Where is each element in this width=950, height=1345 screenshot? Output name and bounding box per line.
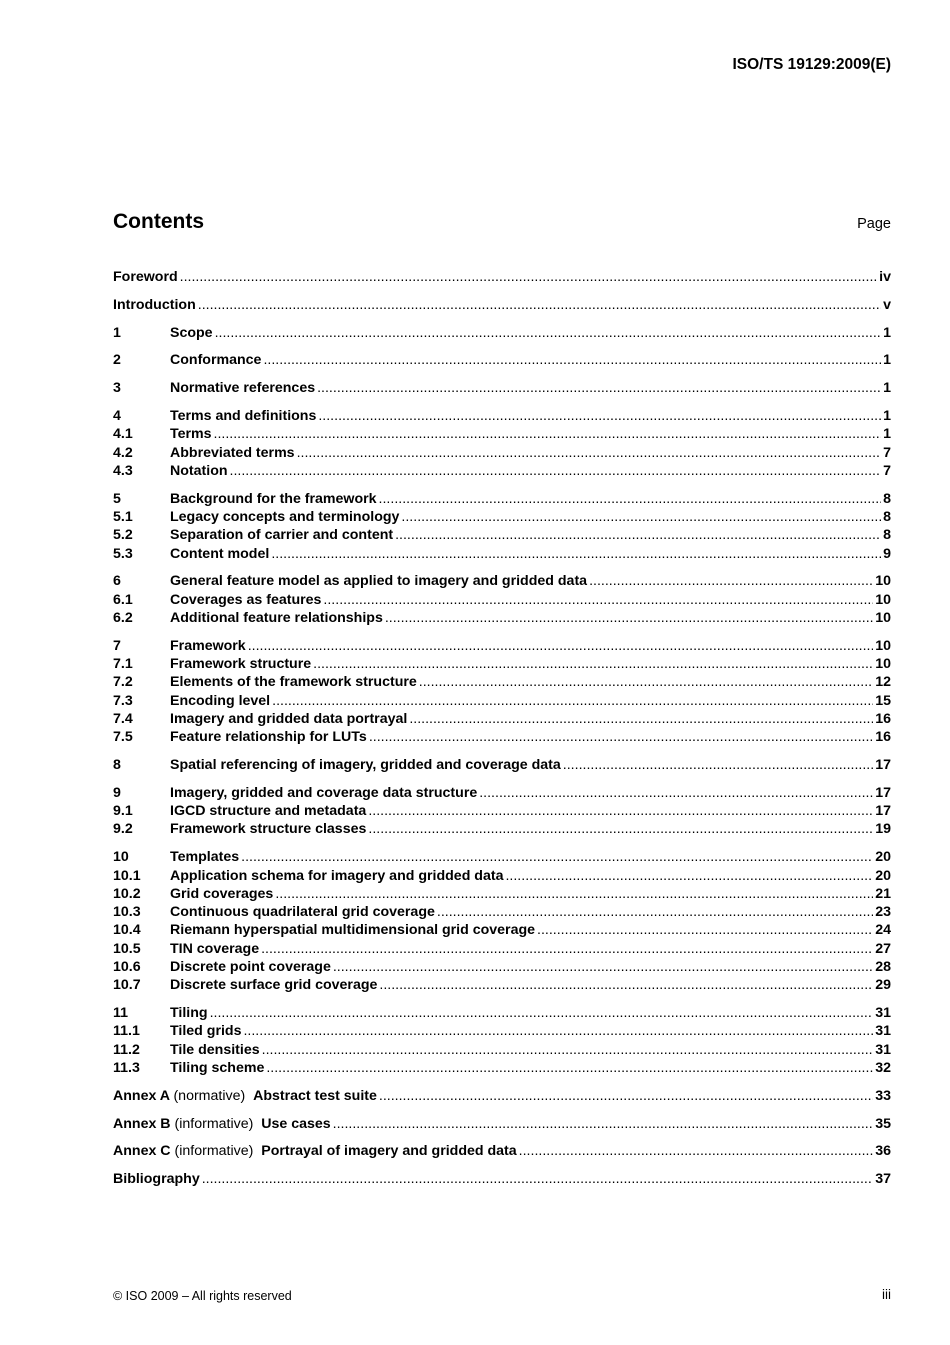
toc-entry-number: 11.3	[113, 1059, 140, 1076]
toc-entry-page: 7	[883, 444, 891, 461]
dot-leader	[180, 269, 878, 285]
toc-entry-page: 1	[883, 352, 891, 369]
toc-entry-number: 6	[113, 573, 121, 590]
toc-entry[interactable]	[113, 656, 891, 674]
dot-leader	[563, 757, 873, 773]
page-column-label: Page	[857, 216, 891, 232]
toc-entry-page: 10	[875, 637, 891, 654]
toc-entry-title: Spatial referencing of imagery, gridded and coverage data	[170, 757, 561, 774]
dot-leader	[230, 463, 882, 479]
annex-label: Annex A	[113, 1087, 170, 1104]
toc-entry[interactable]	[113, 1171, 891, 1189]
toc-entry-title: Legacy concepts and terminology	[170, 508, 400, 525]
dot-leader	[369, 729, 873, 745]
toc-entry-page: 12	[875, 674, 891, 691]
toc-entry-number: 3	[113, 380, 121, 397]
dot-leader	[317, 380, 881, 396]
dot-leader	[379, 977, 873, 993]
toc-entry-title: Framework structure classes	[170, 821, 367, 838]
toc-entry[interactable]	[113, 610, 891, 628]
toc-entry[interactable]	[113, 1060, 891, 1078]
toc-group	[113, 408, 891, 481]
dot-leader	[214, 426, 882, 442]
toc-entry[interactable]	[113, 1042, 891, 1060]
toc-entry[interactable]	[113, 729, 891, 747]
annex-title: Use cases	[261, 1115, 331, 1132]
toc-entry-number: 9.2	[113, 821, 133, 838]
toc-group	[113, 325, 891, 343]
toc-entry[interactable]	[113, 408, 891, 426]
toc-entry[interactable]	[113, 785, 891, 803]
dot-leader	[271, 546, 881, 562]
toc-entry[interactable]	[113, 352, 891, 370]
toc-entry[interactable]	[113, 269, 891, 287]
toc-entry-title: Riemann hyperspatial multidimensional grid coverage	[170, 922, 536, 939]
toc-group	[113, 785, 891, 840]
toc-entry-page: 24	[875, 922, 891, 939]
toc-entry[interactable]	[113, 445, 891, 463]
toc-entry-page: 7	[883, 462, 891, 479]
toc-entry-title: Background for the framework	[170, 490, 377, 507]
toc-entry-number: 4	[113, 407, 121, 424]
page-number: iii	[882, 1287, 891, 1302]
toc-entry-page: 10	[875, 656, 891, 673]
toc-entry-number: 6.2	[113, 609, 133, 626]
toc-group	[113, 757, 891, 775]
dot-leader	[262, 1042, 874, 1058]
dot-leader	[323, 592, 873, 608]
toc-entry-title: IGCD structure and metadata	[170, 803, 367, 820]
annex-title: Abstract test suite	[253, 1087, 377, 1104]
dot-leader	[275, 886, 873, 902]
toc-entry-number: 9	[113, 784, 121, 801]
toc-entry-title: Notation	[170, 462, 228, 479]
toc-entry-title: Tiling	[170, 1005, 208, 1022]
toc-entry-page: 9	[883, 545, 891, 562]
toc-group	[113, 269, 891, 287]
toc-entry[interactable]	[113, 638, 891, 656]
dot-leader	[385, 610, 873, 626]
toc-entry[interactable]	[113, 1116, 891, 1134]
annex-kind: (informative)	[174, 1143, 254, 1160]
toc-entry-number: 5.2	[113, 527, 133, 544]
toc-entry-page: 10	[875, 573, 891, 590]
dot-leader	[379, 1088, 873, 1104]
toc-entry-number: 4.1	[113, 426, 133, 443]
toc-entry-page: 17	[875, 803, 891, 820]
toc-entry[interactable]	[113, 1143, 891, 1161]
toc-entry-title: TIN coverage	[170, 940, 260, 957]
toc-entry-title: Scope	[170, 324, 213, 341]
toc-group	[113, 1171, 891, 1189]
toc-group	[113, 638, 891, 748]
toc-entry-page: 8	[883, 527, 891, 544]
toc-entry-page: 1	[883, 407, 891, 424]
toc-entry-number: 7.1	[113, 656, 133, 673]
toc-entry[interactable]	[113, 1005, 891, 1023]
toc-entry-title: Application schema for imagery and gridded data	[170, 867, 504, 884]
toc-group	[113, 352, 891, 370]
toc-entry-title: Terms and definitions	[170, 407, 317, 424]
dot-leader	[368, 821, 873, 837]
dot-leader	[395, 527, 881, 543]
toc-entry-page: 19	[875, 821, 891, 838]
toc-entry-number: 10	[113, 849, 129, 866]
toc-entry-title: Tiled grids	[170, 1023, 242, 1040]
toc-entry[interactable]	[113, 821, 891, 839]
toc-entry-page: 10	[875, 591, 891, 608]
toc-entry-title: Discrete point coverage	[170, 959, 331, 975]
toc-entry-title: Foreword	[113, 269, 178, 285]
copyright-notice: © ISO 2009 – All rights reserved	[113, 1289, 292, 1303]
toc-entry-number: 10.6	[113, 959, 141, 975]
toc-entry[interactable]	[113, 977, 891, 995]
toc-entry[interactable]	[113, 868, 891, 886]
toc-entry-page: 1	[883, 324, 891, 341]
toc-entry-number: 5.3	[113, 545, 133, 562]
toc-entry[interactable]	[113, 674, 891, 692]
toc-entry-title	[113, 1088, 377, 1104]
toc-entry-title	[113, 1143, 517, 1159]
toc-entry-page: 31	[875, 1005, 891, 1022]
toc-entry-page: 10	[875, 609, 891, 626]
toc-entry-title: Normative references	[170, 380, 316, 397]
toc-entry-page: 29	[875, 977, 891, 994]
dot-leader	[333, 1116, 874, 1132]
toc-entry[interactable]	[113, 886, 891, 904]
toc-entry-page: 23	[875, 904, 891, 921]
toc-entry[interactable]	[113, 711, 891, 729]
toc-entry-number: 8	[113, 757, 121, 774]
toc-entry-number: 7	[113, 637, 121, 654]
toc-entry[interactable]	[113, 509, 891, 527]
toc-entry-title: Encoding level	[170, 692, 271, 709]
toc-entry-number: 5.1	[113, 508, 133, 525]
toc-entry-page: 32	[875, 1059, 891, 1076]
toc-group	[113, 573, 891, 628]
toc-entry-number: 2	[113, 352, 121, 369]
toc-entry-page: 17	[875, 784, 891, 801]
annex-title: Portrayal of imagery and gridded data	[261, 1143, 517, 1160]
dot-leader	[241, 849, 873, 865]
toc-entry-number: 6.1	[113, 591, 133, 608]
toc-entry-title: Abbreviated terms	[170, 444, 295, 461]
toc-entry-number: 7.3	[113, 692, 133, 709]
toc-entry-title: Conformance	[170, 352, 262, 369]
dot-leader	[215, 325, 882, 341]
annex-kind: (informative)	[174, 1115, 254, 1132]
toc-entry[interactable]	[113, 803, 891, 821]
toc-entry[interactable]	[113, 757, 891, 775]
toc-entry-title: Tile densities	[170, 1041, 260, 1058]
dot-leader	[243, 1023, 873, 1039]
dot-leader	[318, 408, 881, 424]
toc-entry-number: 7.2	[113, 674, 133, 691]
toc-group	[113, 1116, 891, 1134]
toc-entry-title	[113, 1116, 331, 1132]
contents-title: Contents	[113, 210, 204, 233]
toc-entry[interactable]	[113, 491, 891, 509]
toc-entry-title: Feature relationship for LUTs	[170, 729, 367, 746]
toc-entry-number: 4.3	[113, 462, 133, 479]
toc-entry[interactable]	[113, 546, 891, 564]
dot-leader	[297, 445, 882, 461]
dot-leader	[333, 959, 873, 975]
dot-leader	[248, 638, 874, 654]
annex-label: Annex B	[113, 1115, 171, 1132]
toc-entry-title: Imagery, gridded and coverage data structure	[170, 784, 478, 801]
toc-entry-page: 33	[875, 1087, 891, 1104]
toc-entry-page: iv	[879, 269, 891, 285]
dot-leader	[272, 693, 873, 709]
toc-entry-title: Additional feature relationships	[170, 609, 383, 626]
toc-entry-title: Elements of the framework structure	[170, 674, 417, 691]
toc-entry-page: 35	[875, 1115, 891, 1132]
toc-entry-number: 10.5	[113, 940, 141, 957]
toc-entry-title: Grid coverages	[170, 885, 274, 902]
toc-entry-title: Imagery and gridded data portrayal	[170, 710, 408, 727]
dot-leader	[198, 297, 881, 313]
dot-leader	[589, 573, 873, 589]
toc-group	[113, 491, 891, 564]
toc-entry-page: 27	[875, 940, 891, 957]
toc-entry[interactable]	[113, 959, 891, 977]
toc-entry-number: 11.2	[113, 1041, 140, 1058]
toc-entry[interactable]	[113, 592, 891, 610]
toc-entry-title: Framework structure	[170, 656, 312, 673]
toc-group	[113, 297, 891, 315]
toc-entry[interactable]	[113, 380, 891, 398]
toc-entry-page: 16	[875, 729, 891, 746]
toc-entry-title: Templates	[170, 849, 240, 866]
dot-leader	[537, 922, 873, 938]
toc-entry-number: 10.7	[113, 977, 141, 994]
toc-entry-number: 10.4	[113, 922, 141, 939]
dot-leader	[266, 1060, 873, 1076]
annex-label: Annex C	[113, 1143, 171, 1160]
toc-entry-number: 10.2	[113, 885, 141, 902]
toc-entry-number: 5	[113, 490, 121, 507]
toc-entry-title: Tiling scheme	[170, 1059, 265, 1076]
toc-entry[interactable]	[113, 1023, 891, 1041]
toc-entry-page: 31	[875, 1023, 891, 1040]
toc-entry[interactable]	[113, 922, 891, 940]
toc-group	[113, 1143, 891, 1161]
toc-entry-title: Coverages as features	[170, 591, 322, 608]
toc-entry-title: Terms	[170, 426, 212, 443]
toc-entry-page: 20	[875, 867, 891, 884]
toc-group	[113, 380, 891, 398]
toc-entry-page: 37	[875, 1171, 891, 1188]
dot-leader	[505, 868, 873, 884]
dot-leader	[437, 904, 873, 920]
dot-leader	[519, 1143, 874, 1159]
toc-entry-page: 21	[875, 885, 891, 902]
toc-entry-page: 17	[875, 757, 891, 774]
toc-entry[interactable]	[113, 941, 891, 959]
toc-entry-page: 28	[875, 959, 891, 975]
toc-entry-number: 7.4	[113, 710, 133, 727]
toc-entry-page: 15	[875, 692, 891, 709]
toc-entry-page: 8	[883, 508, 891, 525]
toc-entry-title: General feature model as applied to imagery and gridded data	[170, 573, 588, 590]
toc-entry[interactable]	[113, 463, 891, 481]
toc-group	[113, 849, 891, 995]
toc-entry[interactable]	[113, 297, 891, 315]
toc-entry[interactable]	[113, 849, 891, 867]
table-of-contents	[113, 269, 891, 1199]
annex-kind: (normative)	[173, 1087, 246, 1104]
toc-group	[113, 1088, 891, 1106]
toc-entry-title: Bibliography	[113, 1171, 200, 1188]
toc-entry-number: 11.1	[113, 1023, 140, 1040]
toc-entry-number: 9.1	[113, 803, 133, 820]
toc-entry-page: 31	[875, 1041, 891, 1058]
dot-leader	[261, 941, 873, 957]
toc-entry-number: 11	[113, 1005, 128, 1022]
toc-entry-page: 36	[875, 1143, 891, 1160]
toc-entry-page: 1	[883, 426, 891, 443]
toc-entry[interactable]	[113, 904, 891, 922]
document-code: ISO/TS 19129:2009(E)	[732, 56, 891, 73]
toc-entry[interactable]	[113, 693, 891, 711]
toc-entry[interactable]	[113, 527, 891, 545]
toc-entry-number: 10.3	[113, 904, 141, 921]
toc-entry-title: Introduction	[113, 296, 196, 313]
toc-entry-title: Framework	[170, 637, 246, 654]
toc-entry-title: Content model	[170, 545, 270, 562]
dot-leader	[379, 491, 882, 507]
toc-entry-page: 1	[883, 380, 891, 397]
toc-group	[113, 1005, 891, 1078]
toc-entry[interactable]	[113, 426, 891, 444]
toc-entry-number: 1	[113, 324, 121, 341]
toc-entry[interactable]	[113, 325, 891, 343]
toc-entry-page: 8	[883, 490, 891, 507]
toc-entry-page: 16	[875, 710, 891, 727]
dot-leader	[401, 509, 881, 525]
toc-entry-page: v	[883, 296, 891, 313]
toc-entry[interactable]	[113, 1088, 891, 1106]
toc-entry-number: 4.2	[113, 444, 133, 461]
dot-leader	[202, 1171, 874, 1187]
dot-leader	[313, 656, 873, 672]
toc-entry-number: 7.5	[113, 729, 133, 746]
toc-entry-title: Separation of carrier and content	[170, 527, 394, 544]
dot-leader	[479, 785, 873, 801]
dot-leader	[419, 674, 873, 690]
toc-entry-title: Discrete surface grid coverage	[170, 977, 378, 994]
dot-leader	[409, 711, 873, 727]
dot-leader	[263, 352, 881, 368]
dot-leader	[368, 803, 873, 819]
toc-entry-number: 10.1	[113, 867, 141, 884]
dot-leader	[210, 1005, 874, 1021]
toc-entry-page: 20	[875, 849, 891, 866]
toc-entry[interactable]	[113, 573, 891, 591]
toc-entry-title: Continuous quadrilateral grid coverage	[170, 904, 435, 921]
